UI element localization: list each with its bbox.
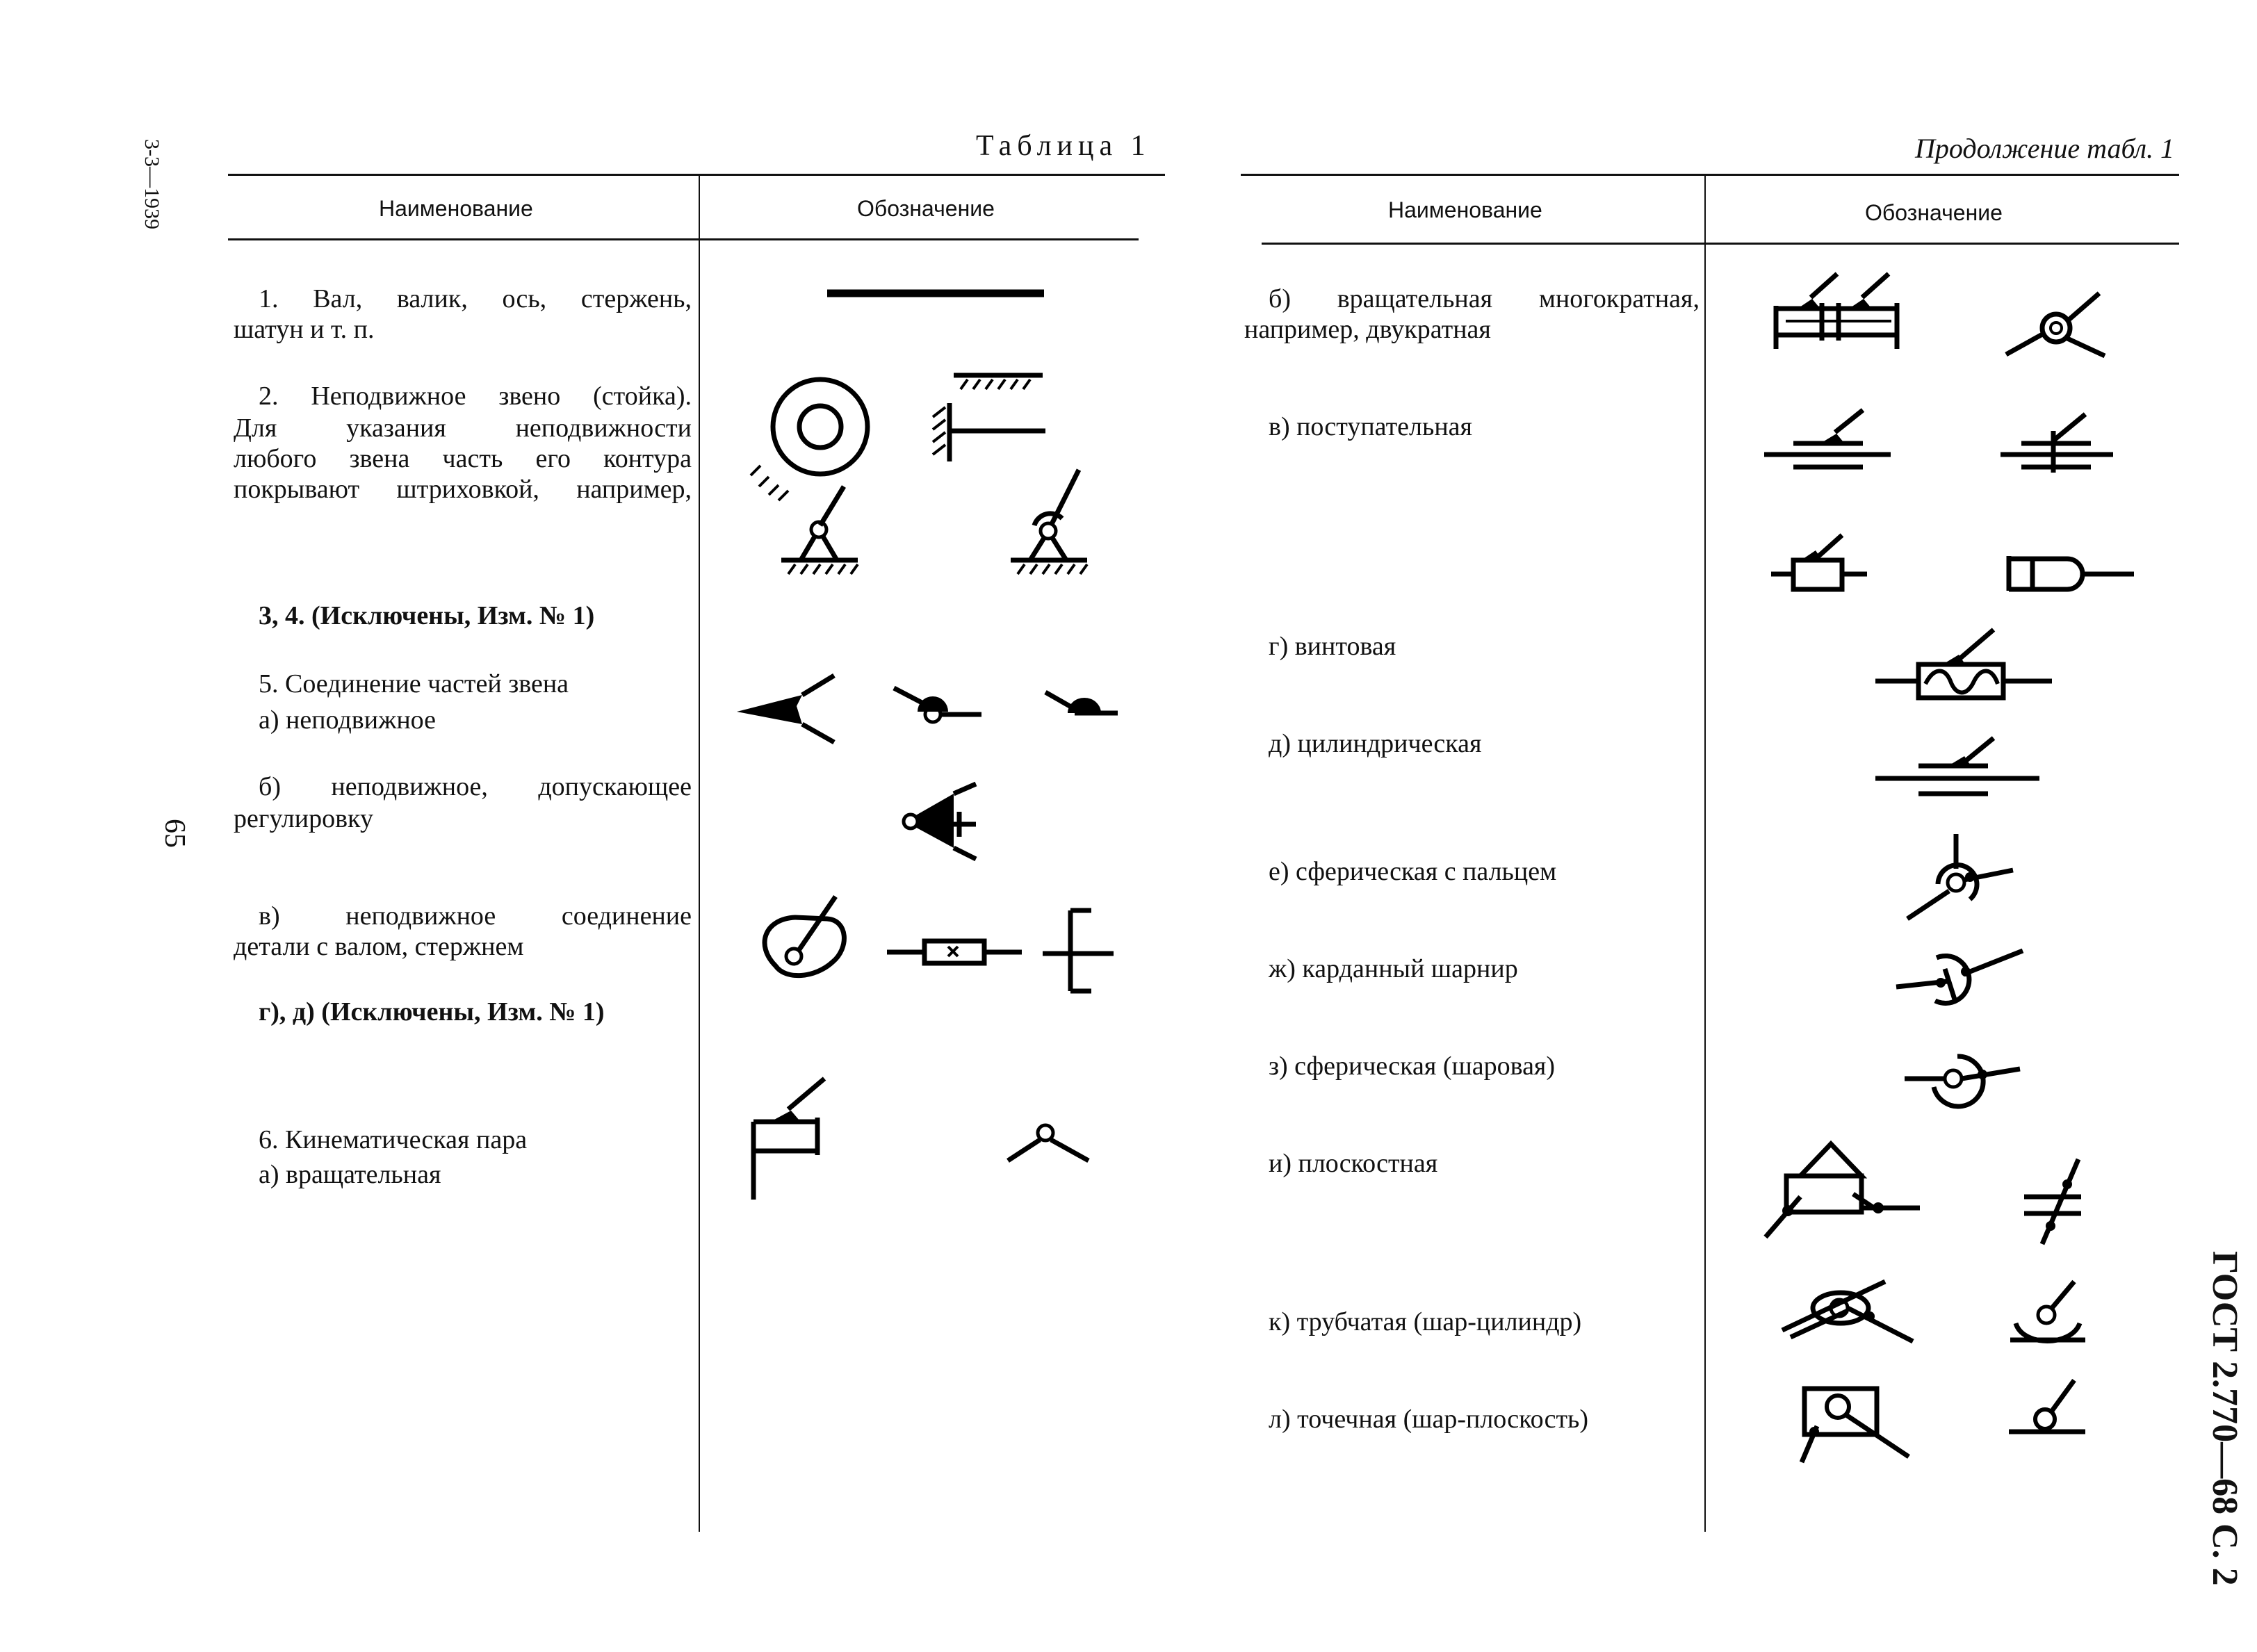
tubular-pair-icon bbox=[1773, 1272, 1925, 1348]
cardan-joint-icon bbox=[1891, 931, 2030, 1015]
standard-designation: ГОСТ 2.770—68 С. 2 bbox=[2205, 1251, 2244, 1586]
row-text: 5. Соединение частей звена bbox=[259, 669, 569, 698]
row-text: а) неподвижное bbox=[259, 705, 436, 735]
point-contact-alt-icon bbox=[2002, 1369, 2099, 1446]
table-caption-continued: Продолжение табл. 1 bbox=[1915, 133, 2175, 164]
row-text: з) сферическая (шаровая) bbox=[1269, 1052, 1556, 1081]
row-text: шатун и т. п. bbox=[234, 315, 375, 344]
row-text: детали с валом, стержнем bbox=[234, 932, 524, 961]
table-top-rule bbox=[228, 174, 1165, 176]
row-text: д) цилиндрическая bbox=[1269, 729, 1482, 758]
row-text: 2. Неподвижное звено (стойка). bbox=[259, 382, 692, 411]
tubular-pair-alt-icon bbox=[2002, 1272, 2099, 1355]
fixed-wall-rod-icon bbox=[918, 361, 1057, 466]
row-text: г), д) (Исключены, Изм. № 1) bbox=[259, 997, 605, 1027]
row-text: регулировку bbox=[234, 804, 373, 833]
shaft-line-icon bbox=[827, 285, 1050, 306]
spherical-ball-icon bbox=[1898, 1036, 2037, 1119]
column-header-symbol: Обозначение bbox=[1865, 200, 2003, 225]
row-text: 1. Вал, валик, ось, стержень, bbox=[259, 284, 692, 313]
fixed-joint-dot-icon bbox=[890, 681, 987, 730]
fixed-pivot-support-icon bbox=[772, 473, 897, 577]
fixed-joint-wedge-icon bbox=[730, 667, 841, 751]
row-text: г) винтовая bbox=[1269, 632, 1396, 661]
adjustable-joint-icon bbox=[890, 778, 987, 862]
table-column-divider bbox=[1704, 175, 1706, 1532]
table-column-divider bbox=[699, 175, 700, 1532]
cylindrical-pair-icon bbox=[1870, 730, 2051, 806]
column-header-symbol: Обозначение bbox=[857, 196, 995, 221]
planar-pair-icon bbox=[1759, 1133, 1932, 1244]
prismatic-rails-alt-icon bbox=[1995, 403, 2120, 480]
document-code: 3-3—1939 bbox=[140, 139, 163, 229]
row-text: 6. Кинематическая пара bbox=[259, 1125, 528, 1154]
row-text: б) неподвижное, допускающее bbox=[259, 772, 692, 801]
prismatic-rails-icon bbox=[1759, 403, 1898, 480]
revolute-hinge-icon bbox=[1001, 1119, 1098, 1175]
row-text: Для указания неподвижности bbox=[234, 414, 692, 443]
table-header-rule bbox=[1262, 243, 2179, 245]
fixed-pivot-support-arc-icon bbox=[1001, 459, 1126, 577]
point-contact-icon bbox=[1786, 1376, 1925, 1466]
row-text: в) неподвижное соединение bbox=[259, 901, 692, 931]
table-caption: Таблица 1 bbox=[976, 130, 1151, 162]
row-text: л) точечная (шар-плоскость) bbox=[1269, 1405, 1589, 1434]
row-text: любого звена часть его контура bbox=[234, 444, 692, 473]
shaft-box-cross-icon bbox=[883, 931, 1029, 973]
row-text: и) плоскостная bbox=[1269, 1149, 1438, 1178]
column-header-name: Наименование bbox=[1388, 197, 1542, 222]
column-header-name: Наименование bbox=[379, 196, 533, 221]
revolute-multiple-circle-icon bbox=[2002, 278, 2113, 368]
revolute-multiple-bearing-icon bbox=[1769, 264, 1908, 361]
row-text: б) вращательная многократная, bbox=[1269, 284, 1700, 313]
page-number: 65 bbox=[158, 819, 190, 848]
shaft-bracket-icon bbox=[1036, 903, 1126, 1001]
prismatic-box-icon bbox=[1766, 521, 1877, 605]
fixed-joint-dome-icon bbox=[1043, 681, 1126, 730]
spherical-pin-icon bbox=[1898, 827, 2023, 924]
row-text: ж) карданный шарнир bbox=[1269, 954, 1518, 983]
row-text: 3, 4. (Исключены, Изм. № 1) bbox=[259, 601, 595, 630]
row-text: е) сферическая с пальцем bbox=[1269, 857, 1557, 886]
row-text: покрывают штриховкой, например, bbox=[234, 475, 692, 504]
table-header-rule bbox=[228, 238, 1139, 240]
prismatic-box-round-icon bbox=[2002, 542, 2141, 598]
screw-pair-icon bbox=[1870, 619, 2064, 716]
row-text: в) поступательная bbox=[1269, 412, 1473, 441]
row-text: например, двукратная bbox=[1244, 315, 1491, 344]
shaft-eye-icon bbox=[758, 890, 869, 987]
row-text: а) вращательная bbox=[259, 1160, 441, 1189]
planar-pair-alt-icon bbox=[2009, 1154, 2099, 1251]
table-top-rule bbox=[1241, 174, 2179, 176]
revolute-bearing-icon bbox=[744, 1070, 848, 1209]
row-text: к) трубчатая (шар-цилиндр) bbox=[1269, 1307, 1582, 1336]
